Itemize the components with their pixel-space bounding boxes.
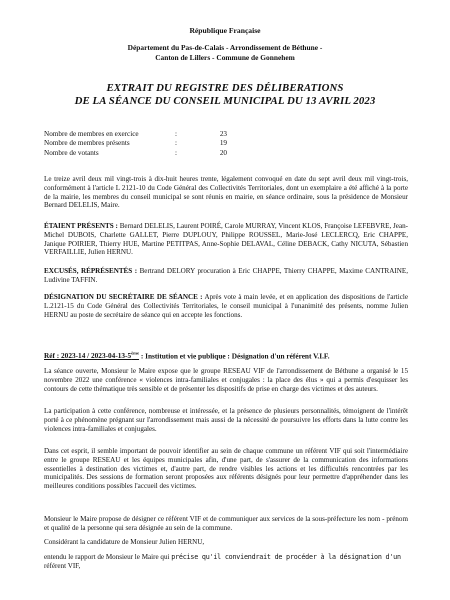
count-colon: : — [175, 139, 177, 148]
secretary-paragraph — [44, 293, 408, 319]
present-list: Bernard DELELIS, Laurent POIRÉ, Carole MURRAY, Vincent KLOS, Françoise LEFEBVRE, Jean-Michel DUBOIS, Charlette GALLET, Pierre DUPLOUY, Philippe ROUSSEL, Marie-José LECLERCQ, Eric CHAPPE, Janique POIRIER, Thierry HUE, Martine PETITPAS, Anne-Sophie DELAVAL, Céline DEBACK, Cathy NICUTA, Sébastien VERFAILLIE, Julien HERNU. — [44, 222, 408, 257]
present-paragraph — [44, 222, 408, 257]
reference-number — [44, 351, 139, 360]
title-line-2: DE LA SÉANCE DU CONSEIL MUNICIPAL DU 13 AVRIL 2023 — [74, 95, 376, 107]
present-label: ÉTAIENT PRÉSENTS : — [44, 222, 118, 230]
count-label: Nombre de membres présents — [44, 139, 130, 148]
paragraph-4: Monsieur le Maire propose de désigner ce référent VIF et de communiquer aux services de la sous-préfecture les nom - prénom et qualité de la personne qui sera désignée au sein de la commune. — [44, 515, 408, 532]
reference-line — [44, 349, 408, 360]
count-value: 20 — [219, 148, 227, 157]
paragraph-5: Considérant la candidature de Monsieur Julien HERNU, — [44, 538, 205, 546]
convocation-paragraph: Le treize avril deux mil vingt-trois à dix-huit heures trente, légalement convoqué en date du sept avril deux mil vingt-trois, conformément à l'article L 2121-10 du Code Général des Collectivités Territoriales, dont un exemplaire a été affiché à la porte de la mairie, les membres du conseil municipal se sont réunis en mairie, en séance ordinaire, sous la présidence de Monsieur Bernard DELELIS, Maire. — [44, 175, 408, 210]
reference-main: Réf : 2023-14 / 2023-04-13-5 — [44, 351, 132, 361]
count-value: 19 — [219, 139, 227, 148]
reference-subject: : Institution et vie publique : Désignation d'un référent V.I.F. — [139, 351, 330, 361]
count-value: 23 — [219, 130, 227, 138]
secretary-text: Après vote à main levée, et en application des dispositions de l'article L.2121-15 du Code Général des Collectivités Territoriales, le conseil municipal à l'unanimité des présents, nomme Julien HERNU au poste de secrétaire de séance qui en accepte les fonctions. — [44, 293, 408, 319]
final-paragraph — [44, 553, 408, 571]
count-row — [44, 130, 227, 139]
count-colon: : — [175, 148, 177, 157]
excused-list: Bertrand DELORY procuration à Eric CHAPPE, Thierry CHAPPE, Maxime CANTRAINE, Ludivine TAFFIN. — [44, 267, 408, 284]
member-counts — [44, 130, 227, 158]
excused-label: EXCUSÉS, RÉPRÉSENTÉS : — [44, 267, 138, 275]
count-label: Nombre de votants — [44, 148, 99, 157]
final-rest: précise qu'il conviendrait de procéder à la désignation d'un — [171, 553, 401, 561]
paragraph-2: La participation à cette conférence, nombreuse et intéressée, et la présence de plusieurs personnalités, témoignent de l'intérêt porté à ce phénomène prégnant sur l'arrondissement mais aussi de la nécessité de poursuivre les efforts dans la lutte contre les violences intra-familiales et conjugales. — [44, 407, 408, 433]
paragraph-3: Dans cet esprit, il semble important de pouvoir identifier au sein de chaque commune un référent VIF qui soit l'intermédiaire entre le groupe RESEAU et les équipes municipales afin, d'une part, de s'assurer de la communication des informations essentielles à destination des victimes et, d'autre part, de rendre visibles les actions et les difficultés rencontrées par les municipalités. Des sessions de formation seront proposées aux référents désignés pour leur permettre d'appréhender dans les meilleures conditions possibles l'accueil des victimes. — [44, 447, 408, 490]
count-label: Nombre de membres en exercice — [44, 130, 139, 138]
excused-paragraph — [44, 267, 408, 285]
final-line-2: référent VIF, — [44, 562, 81, 570]
count-colon: : — [175, 130, 177, 138]
paragraph-1: La séance ouverte, Monsieur le Maire expose que le groupe RESEAU VIF de l'arrondissement de Béthune a organisé le 15 novembre 2022 une conférence « violences intra-familiales et conjugales : la place des élus » qui a permis d'esquisser les contours de cette thématique très sensible et de présenter les dispositifs de prise en charge des victimes et des auteurs. — [44, 367, 408, 393]
count-row — [44, 139, 227, 148]
republic-heading: République Française — [189, 26, 261, 35]
final-lead: entendu le rapport de Monsieur le Maire qui — [44, 553, 172, 561]
document-title — [30, 82, 420, 108]
count-row — [44, 149, 227, 158]
secretary-label: DÉSIGNATION DU SECRÉTAIRE DE SÉANCE : — [44, 293, 203, 301]
title-line-1: EXTRAIT DU REGISTRE DES DÉLIBERATIONS — [106, 82, 344, 94]
reference-sup: ème — [131, 351, 140, 356]
department-line-1: Département du Pas-de-Calais - Arrondissement de Béthune - — [127, 43, 323, 52]
final-line-1 — [44, 553, 408, 562]
department-heading — [40, 43, 410, 63]
department-line-2: Canton de Lillers - Commune de Gonnehem — [155, 53, 295, 62]
